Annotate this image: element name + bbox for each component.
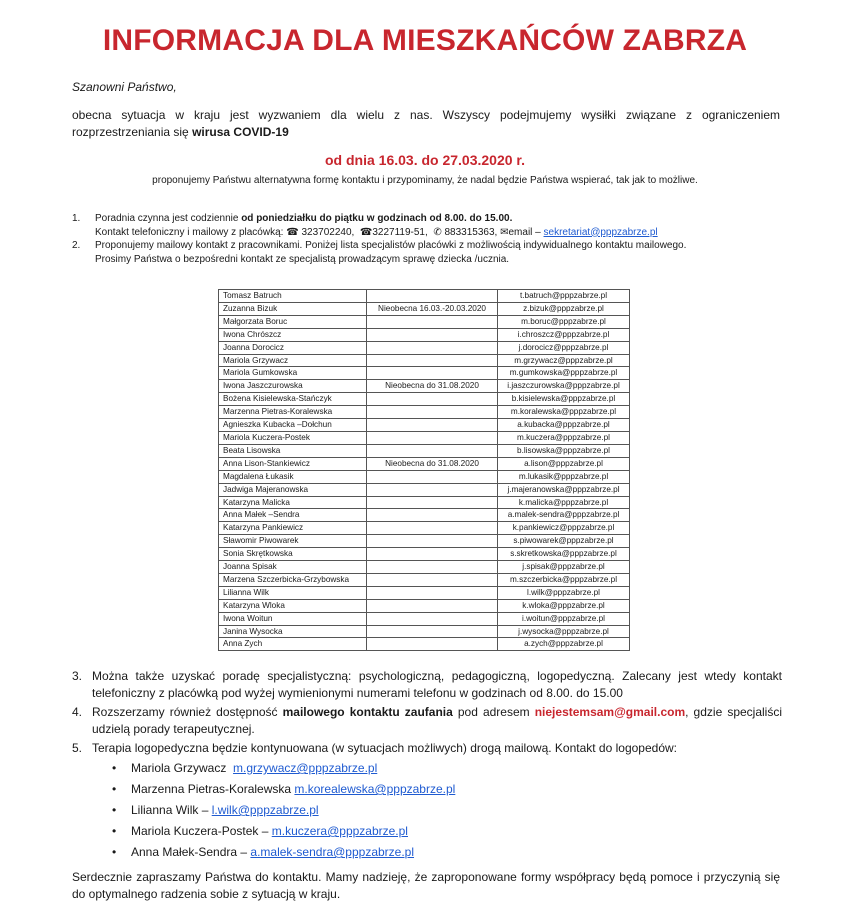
staff-absence-note: Nieobecna do 31.08.2020 (367, 457, 498, 470)
table-row (219, 535, 630, 548)
staff-name: Joanna Spisak (219, 561, 367, 574)
staff-name: Sonia Skrętkowska (219, 548, 367, 561)
staff-absence-note: Nieobecna 16.03.-20.03.2020 (367, 302, 498, 315)
staff-email[interactable]: s.piwowarek@pppzabrze.pl (498, 535, 630, 548)
staff-name: Anna Zych (219, 638, 367, 651)
list-number: 4. (72, 705, 83, 719)
item-4-mid: pod adresem (452, 705, 535, 719)
staff-absence-note (367, 561, 498, 574)
staff-absence-note (367, 586, 498, 599)
staff-name: Anna Lison-Stankiewicz (219, 457, 367, 470)
phone-icon: ☎ (286, 226, 299, 238)
table-row (219, 444, 630, 457)
staff-email[interactable]: s.skretkowska@pppzabrze.pl (498, 548, 630, 561)
table-row (219, 367, 630, 380)
list-number: 5. (72, 741, 83, 755)
staff-name: Beata Lisowska (219, 444, 367, 457)
staff-email[interactable]: k.malicka@pppzabrze.pl (498, 496, 630, 509)
staff-name: Iwona Jaszczurowska (219, 380, 367, 393)
list-number: 3. (72, 669, 83, 683)
staff-absence-note (367, 367, 498, 380)
item-5-text: Terapia logopedyczna będzie kontynuowana (w sytuacjach możliwych) drogą mailową. Kontakt do logopedów: (92, 741, 677, 755)
item-2-line-2: Prosimy Państwa o bezpośredni kontakt ze specjalistą prowadzącym sprawę dziecka /ucznia. (95, 253, 510, 265)
table-row (219, 586, 630, 599)
therapist-name: Anna Małek-Sendra – (131, 845, 251, 859)
list-item (112, 781, 782, 798)
list-item-4 (72, 704, 782, 738)
staff-email[interactable]: k.pankiewicz@pppzabrze.pl (498, 522, 630, 535)
phone-number-3: 883315363, (444, 226, 498, 238)
staff-name: Sławomir Piwowarek (219, 535, 367, 548)
table-row (219, 573, 630, 586)
intro-paragraph (72, 107, 780, 141)
staff-name: Mariola Grzywacz (219, 354, 367, 367)
phone-number-2: 3227119-51, (372, 226, 428, 238)
staff-email[interactable]: m.gumkowska@pppzabrze.pl (498, 367, 630, 380)
staff-email[interactable]: a.malek-sendra@pppzabrze.pl (498, 509, 630, 522)
staff-absence-note (367, 573, 498, 586)
staff-email[interactable]: i.woitun@pppzabrze.pl (498, 612, 630, 625)
table-row (219, 625, 630, 638)
staff-absence-note (367, 638, 498, 651)
staff-name: Zuzanna Bizuk (219, 302, 367, 315)
table-row (219, 548, 630, 561)
table-row (219, 483, 630, 496)
therapist-email-link[interactable]: m.kuczera@pppzabrze.pl (271, 824, 408, 838)
table-row (219, 341, 630, 354)
staff-absence-note (367, 419, 498, 432)
table-row (219, 612, 630, 625)
table-row (219, 315, 630, 328)
list-item-5 (72, 740, 782, 757)
table-row (219, 328, 630, 341)
therapist-name: Marzenna Pietras-Koralewska (131, 782, 295, 796)
table-row (219, 496, 630, 509)
item-2-line-1: Proponujemy mailowy kontakt z pracownikami. Poniżej lista specjalistów placówki z możliwością indywidualnego kontaktu mailowego. (95, 240, 687, 251)
staff-name: Bożena Kisielewska-Stańczyk (219, 393, 367, 406)
speech-therapist-list (112, 760, 782, 861)
staff-email[interactable]: m.koralewska@pppzabrze.pl (498, 406, 630, 419)
staff-email[interactable]: t.batruch@pppzabrze.pl (498, 290, 630, 303)
staff-absence-note (367, 483, 498, 496)
staff-email[interactable]: i.jaszczurowska@pppzabrze.pl (498, 380, 630, 393)
table-row (219, 457, 630, 470)
table-row (219, 380, 630, 393)
staff-absence-note (367, 535, 498, 548)
staff-absence-note (367, 290, 498, 303)
table-row (219, 406, 630, 419)
date-range: od dnia 16.03. do 27.03.2020 r. (325, 152, 525, 168)
staff-email[interactable]: l.wilk@pppzabrze.pl (498, 586, 630, 599)
table-row (219, 509, 630, 522)
item-4-post: , gdzie specjaliści udzielą porady terapeutycznej. (92, 705, 782, 736)
table-row (219, 522, 630, 535)
numbered-list-bottom (72, 668, 782, 865)
intro-text: obecna sytuacja w kraju jest wyzwaniem dla wielu z nas. Wszyscy podejmujemy wysiłki związane z ograniczeniem rozprzestrzeniania się (72, 108, 780, 139)
list-item (112, 802, 782, 819)
staff-email[interactable]: i.chroszcz@pppzabrze.pl (498, 328, 630, 341)
staff-email[interactable]: j.wysocka@pppzabrze.pl (498, 625, 630, 638)
staff-name: Joanna Dorocicz (219, 341, 367, 354)
staff-name: Iwona Woitun (219, 612, 367, 625)
secretariat-email-link[interactable]: sekretariat@pppzabrze.pl (543, 226, 658, 238)
staff-email[interactable]: j.spisak@pppzabrze.pl (498, 561, 630, 574)
staff-absence-note (367, 612, 498, 625)
table-row (219, 470, 630, 483)
staff-name: Katarzyna Malicka (219, 496, 367, 509)
table-row (219, 419, 630, 432)
page-title: INFORMACJA DLA MIESZKAŃCÓW ZABRZA (102, 24, 748, 57)
subtitle: proponujemy Państwu alternatywna formę kontaktu i przypominamy, że nadal będzie Państwa wspierać, tak jak to możliwe. (152, 175, 698, 186)
staff-absence-note (367, 315, 498, 328)
staff-absence-note (367, 509, 498, 522)
phone-number-1: 323702240, (301, 226, 355, 238)
staff-name: Lilianna Wilk (219, 586, 367, 599)
list-item-2 (72, 239, 782, 266)
staff-name: Tomasz Batruch (219, 290, 367, 303)
staff-name: Katarzyna Wloka (219, 599, 367, 612)
closing-paragraph: Serdecznie zapraszamy Państwa do kontaktu. Mamy nadzieję, że zaproponowane formy współpracy będą pomoce i przyczynią się do optymalnego radzenia sobie z sytuacją w kraju. (72, 870, 780, 901)
item-1-line-1 (95, 212, 782, 226)
staff-name: Magdalena Łukasik (219, 470, 367, 483)
therapist-email-link[interactable]: a.malek-sendra@pppzabrze.pl (250, 845, 415, 859)
staff-name: Janina Wysocka (219, 625, 367, 638)
therapist-email-link[interactable]: m.grzywacz@pppzabrze.pl (233, 761, 378, 775)
list-item-3 (72, 668, 782, 702)
staff-email[interactable]: b.kisielewska@pppzabrze.pl (498, 393, 630, 406)
staff-email[interactable]: a.kubacka@pppzabrze.pl (498, 419, 630, 432)
staff-absence-note (367, 393, 498, 406)
numbered-list-top (72, 212, 782, 266)
table-row (219, 393, 630, 406)
staff-table-body (219, 290, 630, 651)
staff-email[interactable]: m.kuczera@pppzabrze.pl (498, 431, 630, 444)
hours-intro: Poradnia czynna jest codziennie (95, 213, 242, 224)
table-row (219, 561, 630, 574)
staff-absence-note (367, 599, 498, 612)
therapist-email-link[interactable]: l.wilk@pppzabrze.pl (211, 803, 319, 817)
table-row (219, 302, 630, 315)
trust-email[interactable]: niejestemsam@gmail.com (534, 705, 686, 719)
intro-virus-bold: wirusa COVID-19 (192, 125, 289, 139)
staff-email[interactable]: b.lisowska@pppzabrze.pl (498, 444, 630, 457)
list-item (112, 823, 782, 840)
staff-absence-note (367, 354, 498, 367)
staff-email[interactable]: j.dorocicz@pppzabrze.pl (498, 341, 630, 354)
hours-bold: od poniedziałku do piątku w godzinach od 8.00. do 15.00. (241, 213, 513, 224)
greeting: Szanowni Państwo, (72, 80, 177, 94)
staff-email[interactable]: m.boruc@pppzabrze.pl (498, 315, 630, 328)
table-row (219, 290, 630, 303)
staff-absence-note (367, 406, 498, 419)
therapist-name: Mariola Kuczera-Postek – (131, 824, 272, 838)
staff-email[interactable]: a.zych@pppzabrze.pl (498, 638, 630, 651)
contact-label: Kontakt telefoniczny i mailowy z placówką: (95, 226, 287, 238)
staff-absence-note (367, 341, 498, 354)
staff-absence-note (367, 625, 498, 638)
staff-name: Mariola Kuczera-Postek (219, 431, 367, 444)
list-item (112, 844, 782, 861)
list-number: 1. (72, 213, 81, 224)
staff-absence-note (367, 328, 498, 341)
therapist-name: Mariola Grzywacz (131, 761, 234, 775)
staff-name: Jadwiga Majeranowska (219, 483, 367, 496)
therapist-name: Lilianna Wilk – (131, 803, 212, 817)
staff-absence-note (367, 496, 498, 509)
table-row (219, 354, 630, 367)
staff-absence-note (367, 548, 498, 561)
item-1-line-2 (95, 226, 782, 240)
table-row (219, 431, 630, 444)
staff-absence-note (367, 470, 498, 483)
staff-absence-note (367, 431, 498, 444)
list-item (112, 760, 782, 777)
staff-name: Agnieszka Kubacka –Dołchun (219, 419, 367, 432)
staff-name: Marzena Szczerbicka-Grzybowska (219, 573, 367, 586)
staff-email[interactable]: z.bizuk@pppzabrze.pl (498, 302, 630, 315)
table-row (219, 638, 630, 651)
list-item-1 (72, 212, 782, 239)
email-label: email – (508, 226, 544, 238)
list-number: 2. (72, 240, 81, 251)
staff-name: Katarzyna Pankiewicz (219, 522, 367, 535)
staff-email[interactable]: a.lison@pppzabrze.pl (498, 457, 630, 470)
mobile-icon: ✆ (433, 226, 442, 238)
staff-name: Anna Małek –Sendra (219, 509, 367, 522)
therapist-email-link[interactable]: m.korealewska@pppzabrze.pl (294, 782, 456, 796)
staff-email[interactable]: k.wloka@pppzabrze.pl (498, 599, 630, 612)
staff-absence-note (367, 522, 498, 535)
staff-name: Małgorzata Boruc (219, 315, 367, 328)
envelope-icon: ✉ (500, 226, 509, 238)
staff-email[interactable]: m.lukasik@pppzabrze.pl (498, 470, 630, 483)
staff-email[interactable]: m.grzywacz@pppzabrze.pl (498, 354, 630, 367)
staff-absence-note (367, 444, 498, 457)
staff-name: Mariola Gumkowska (219, 367, 367, 380)
staff-table (218, 289, 630, 651)
trust-contact-bold: mailowego kontaktu zaufania (282, 705, 453, 719)
staff-absence-note: Nieobecna do 31.08.2020 (367, 380, 498, 393)
staff-email[interactable]: j.majeranowska@pppzabrze.pl (498, 483, 630, 496)
staff-name: Marzenna Pietras-Koralewska (219, 406, 367, 419)
item-3-text: Można także uzyskać poradę specjalistyczną: psychologiczną, pedagogiczną, logopedyczną. Zalecany jest wtedy kontakt telefoniczny z placówką pod wyżej wymienionymi numerami telefonu w godzinach od 8.00. do 15.00 (92, 669, 782, 700)
staff-email[interactable]: m.szczerbicka@pppzabrze.pl (498, 573, 630, 586)
item-4-pre: Rozszerzamy również dostępność (92, 705, 283, 719)
staff-name: Iwona Chrószcz (219, 328, 367, 341)
phone-icon: ☎ (359, 226, 373, 238)
table-row (219, 599, 630, 612)
